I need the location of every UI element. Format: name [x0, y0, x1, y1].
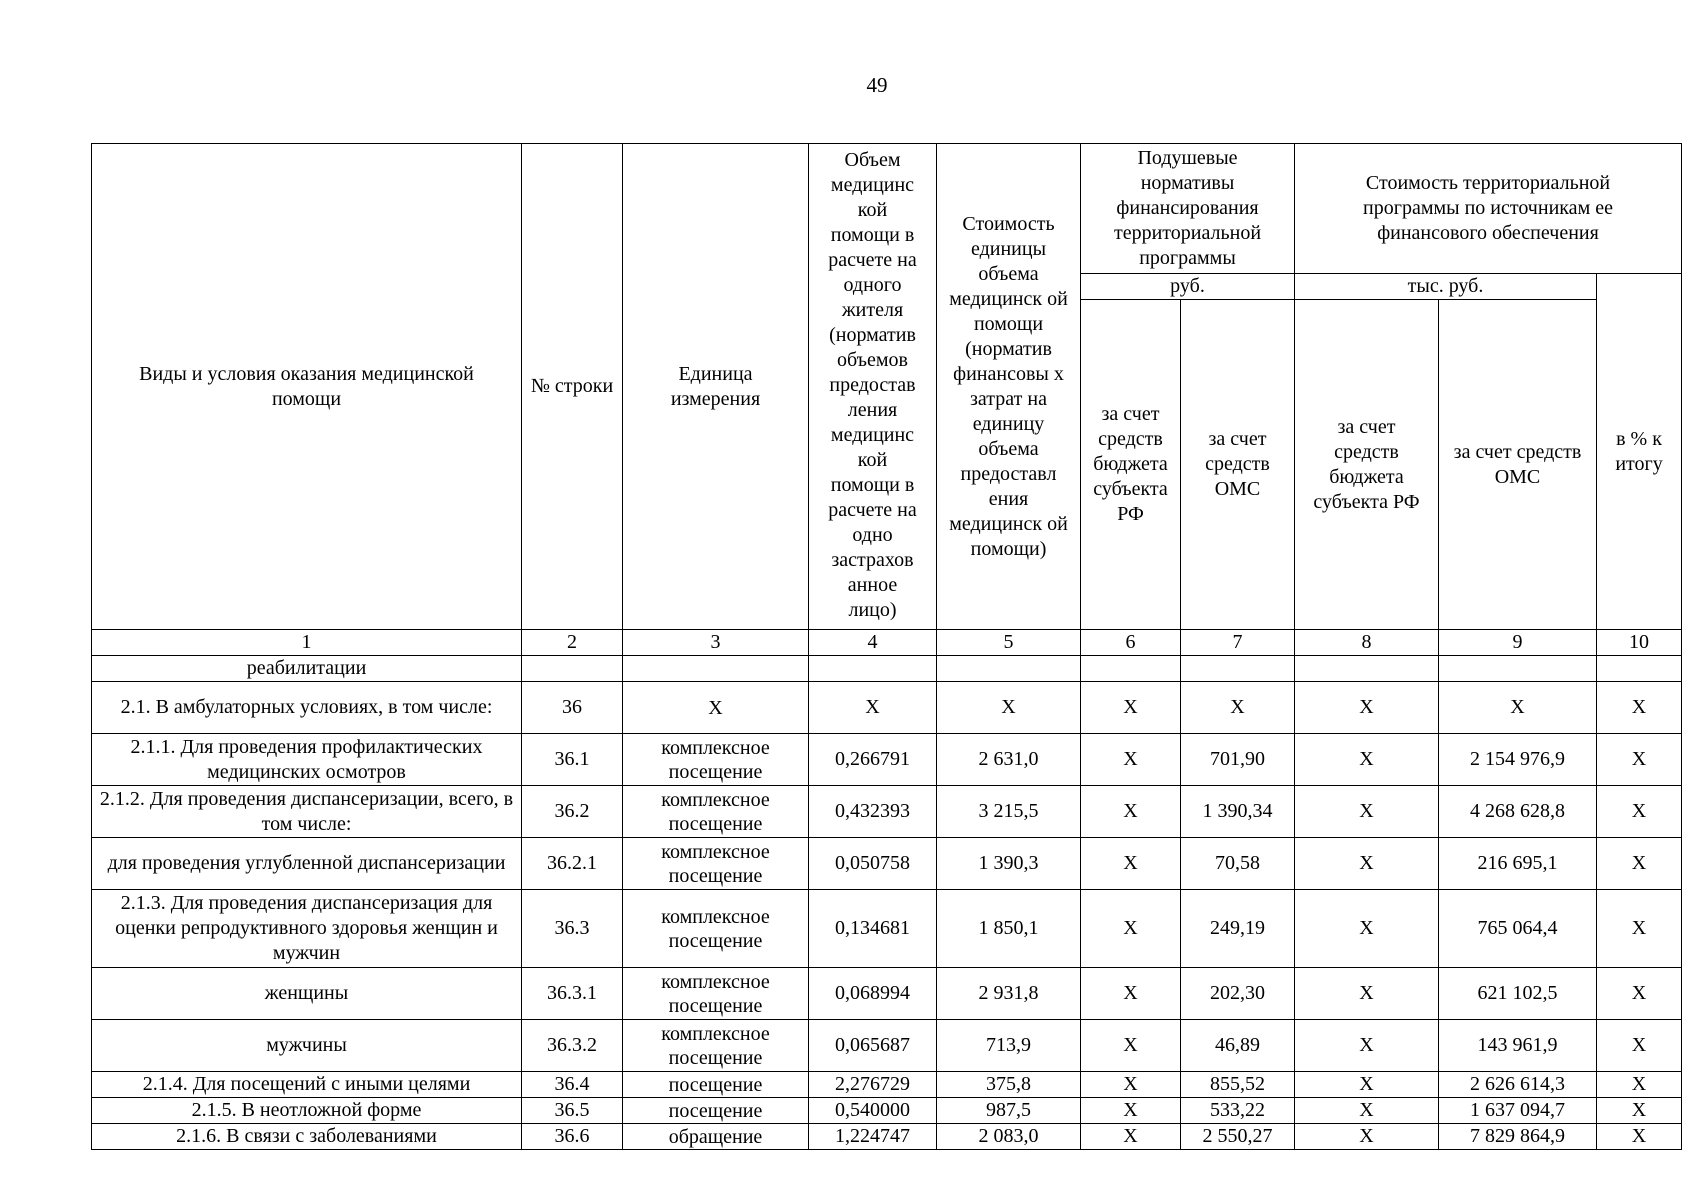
- row-unit: комплексное посещение: [623, 838, 809, 890]
- row-unit-cost: Х: [937, 682, 1081, 734]
- empty-cell: [1081, 656, 1181, 682]
- row-cost-budget: Х: [1295, 1124, 1439, 1150]
- row-percapita-budget: Х: [1081, 1098, 1181, 1124]
- row-percent: Х: [1597, 682, 1682, 734]
- row-percent: Х: [1597, 1072, 1682, 1098]
- row-cost-oms: 7 829 864,9: [1439, 1124, 1597, 1150]
- table-row: [92, 786, 1682, 838]
- row-name: мужчины: [92, 1020, 522, 1072]
- row-volume: 0,050758: [809, 838, 937, 890]
- row-volume: 0,134681: [809, 890, 937, 968]
- row-line-number: 36.1: [522, 734, 623, 786]
- row-percapita-oms: 202,30: [1181, 968, 1295, 1020]
- header-line-number: № строки: [522, 144, 623, 630]
- row-unit-cost: 3 215,5: [937, 786, 1081, 838]
- row-cost-oms: 2 154 976,9: [1439, 734, 1597, 786]
- column-number: 1: [92, 630, 522, 656]
- row-line-number: 36.5: [522, 1098, 623, 1124]
- empty-cell: [1295, 656, 1439, 682]
- table-row: [92, 968, 1682, 1020]
- row-unit-cost: 1 850,1: [937, 890, 1081, 968]
- page-number: 49: [866, 73, 888, 97]
- row-unit: посещение: [623, 1098, 809, 1124]
- row-percent: Х: [1597, 1020, 1682, 1072]
- row-unit-cost: 2 631,0: [937, 734, 1081, 786]
- row-name: женщины: [92, 968, 522, 1020]
- continuation-row: [92, 656, 1682, 682]
- row-percapita-oms: 2 550,27: [1181, 1124, 1295, 1150]
- table-row: [92, 1124, 1682, 1150]
- row-line-number: 36.3.1: [522, 968, 623, 1020]
- row-cost-budget: Х: [1295, 1020, 1439, 1072]
- row-percapita-oms: 1 390,34: [1181, 786, 1295, 838]
- empty-cell: [1181, 656, 1295, 682]
- row-unit-cost: 2 083,0: [937, 1124, 1081, 1150]
- row-cost-oms: 143 961,9: [1439, 1020, 1597, 1072]
- column-number-row: [92, 630, 1682, 656]
- table-row: [92, 1072, 1682, 1098]
- row-percent: Х: [1597, 1098, 1682, 1124]
- continuation-text: реабилитации: [92, 656, 522, 682]
- row-cost-budget: Х: [1295, 968, 1439, 1020]
- row-percapita-budget: Х: [1081, 786, 1181, 838]
- row-volume: 0,266791: [809, 734, 937, 786]
- row-line-number: 36: [522, 682, 623, 734]
- row-unit-cost: 2 931,8: [937, 968, 1081, 1020]
- row-unit-cost: 1 390,3: [937, 838, 1081, 890]
- row-volume: 0,068994: [809, 968, 937, 1020]
- row-name: 2.1. В амбулаторных условиях, в том числе:: [92, 682, 522, 734]
- row-unit-cost: 987,5: [937, 1098, 1081, 1124]
- row-cost-budget: Х: [1295, 734, 1439, 786]
- row-volume: 1,224747: [809, 1124, 937, 1150]
- column-number: 10: [1597, 630, 1682, 656]
- table-row: [92, 1020, 1682, 1072]
- row-volume: 0,432393: [809, 786, 937, 838]
- header-percapita-group: Подушевые нормативы финансирования территориальной программы: [1081, 144, 1295, 274]
- header-unit-thous-rub: тыс. руб.: [1295, 274, 1597, 300]
- row-percapita-budget: Х: [1081, 734, 1181, 786]
- column-number: 5: [937, 630, 1081, 656]
- header-cost-oms: за счет средств ОМС: [1439, 300, 1597, 630]
- row-percapita-budget: Х: [1081, 682, 1181, 734]
- row-volume: 0,540000: [809, 1098, 937, 1124]
- row-line-number: 36.4: [522, 1072, 623, 1098]
- row-name: 2.1.2. Для проведения диспансеризации, всего, в том числе:: [92, 786, 522, 838]
- row-cost-oms: 621 102,5: [1439, 968, 1597, 1020]
- row-cost-oms: 216 695,1: [1439, 838, 1597, 890]
- row-line-number: 36.3.2: [522, 1020, 623, 1072]
- row-name: для проведения углубленной диспансеризации: [92, 838, 522, 890]
- row-volume: Х: [809, 682, 937, 734]
- row-percent: Х: [1597, 968, 1682, 1020]
- row-cost-budget: Х: [1295, 890, 1439, 968]
- header-unit-cost: Стоимость единицы объема медицинск ой помощи (норматив финансовы х затрат на единицу объема предоставл ения медицинск ой помощи): [937, 144, 1081, 630]
- row-cost-oms: 1 637 094,7: [1439, 1098, 1597, 1124]
- row-percapita-oms: 70,58: [1181, 838, 1295, 890]
- column-number: 3: [623, 630, 809, 656]
- header-unit-rub: руб.: [1081, 274, 1295, 300]
- row-percapita-budget: Х: [1081, 838, 1181, 890]
- row-percent: Х: [1597, 786, 1682, 838]
- header-unit: Единица измерения: [623, 144, 809, 630]
- row-unit-cost: 375,8: [937, 1072, 1081, 1098]
- column-number: 6: [1081, 630, 1181, 656]
- row-volume: 0,065687: [809, 1020, 937, 1072]
- header-percapita-oms: за счет средств ОМС: [1181, 300, 1295, 630]
- row-volume: 2,276729: [809, 1072, 937, 1098]
- header-percapita-budget: за счет средств бюджета субъекта РФ: [1081, 300, 1181, 630]
- row-name: 2.1.6. В связи с заболеваниями: [92, 1124, 522, 1150]
- row-name: 2.1.1. Для проведения профилактических медицинских осмотров: [92, 734, 522, 786]
- row-percapita-oms: 533,22: [1181, 1098, 1295, 1124]
- row-name: 2.1.5. В неотложной форме: [92, 1098, 522, 1124]
- table-row: [92, 890, 1682, 968]
- row-unit: комплексное посещение: [623, 890, 809, 968]
- header-percent-total: в % к итогу: [1597, 274, 1682, 630]
- row-percent: Х: [1597, 734, 1682, 786]
- table-row: [92, 682, 1682, 734]
- row-unit: комплексное посещение: [623, 734, 809, 786]
- row-line-number: 36.2: [522, 786, 623, 838]
- financing-table: [91, 143, 1682, 1150]
- row-percent: Х: [1597, 1124, 1682, 1150]
- row-cost-budget: Х: [1295, 786, 1439, 838]
- header-cost-budget: за счет средств бюджета субъекта РФ: [1295, 300, 1439, 630]
- table-row: [92, 1098, 1682, 1124]
- row-cost-budget: Х: [1295, 1072, 1439, 1098]
- header-kinds-conditions: Виды и условия оказания медицинской помощи: [92, 144, 522, 630]
- row-unit: комплексное посещение: [623, 786, 809, 838]
- empty-cell: [809, 656, 937, 682]
- row-percapita-oms: 249,19: [1181, 890, 1295, 968]
- column-number: 9: [1439, 630, 1597, 656]
- row-unit: Х: [623, 682, 809, 734]
- row-cost-budget: Х: [1295, 838, 1439, 890]
- row-unit: посещение: [623, 1072, 809, 1098]
- row-unit: комплексное посещение: [623, 968, 809, 1020]
- column-number: 2: [522, 630, 623, 656]
- row-percapita-budget: Х: [1081, 1020, 1181, 1072]
- row-percapita-budget: Х: [1081, 1072, 1181, 1098]
- row-percent: Х: [1597, 890, 1682, 968]
- row-percapita-budget: Х: [1081, 1124, 1181, 1150]
- empty-cell: [623, 656, 809, 682]
- row-unit: обращение: [623, 1124, 809, 1150]
- row-percapita-oms: 701,90: [1181, 734, 1295, 786]
- row-name: 2.1.4. Для посещений с иными целями: [92, 1072, 522, 1098]
- table-row: [92, 734, 1682, 786]
- empty-cell: [522, 656, 623, 682]
- row-percent: Х: [1597, 838, 1682, 890]
- row-cost-oms: Х: [1439, 682, 1597, 734]
- row-name: 2.1.3. Для проведения диспансеризация для оценки репродуктивного здоровья женщин и мужчин: [92, 890, 522, 968]
- row-percapita-budget: Х: [1081, 890, 1181, 968]
- empty-cell: [1597, 656, 1682, 682]
- row-cost-budget: Х: [1295, 1098, 1439, 1124]
- row-line-number: 36.2.1: [522, 838, 623, 890]
- column-number: 7: [1181, 630, 1295, 656]
- row-percapita-budget: Х: [1081, 968, 1181, 1020]
- row-percapita-oms: 855,52: [1181, 1072, 1295, 1098]
- row-unit-cost: 713,9: [937, 1020, 1081, 1072]
- empty-cell: [937, 656, 1081, 682]
- row-line-number: 36.3: [522, 890, 623, 968]
- row-cost-oms: 2 626 614,3: [1439, 1072, 1597, 1098]
- row-cost-oms: 4 268 628,8: [1439, 786, 1597, 838]
- header-volume: Объем медицинс кой помощи в расчете на одного жителя (норматив объемов предостав ления медицинс кой помощи в расчете на одно застрахов анное лицо): [809, 144, 937, 630]
- row-cost-budget: Х: [1295, 682, 1439, 734]
- table-row: [92, 838, 1682, 890]
- column-number: 4: [809, 630, 937, 656]
- row-percapita-oms: 46,89: [1181, 1020, 1295, 1072]
- empty-cell: [1439, 656, 1597, 682]
- row-line-number: 36.6: [522, 1124, 623, 1150]
- header-cost-group: Стоимость территориальной программы по источникам ее финансового обеспечения: [1295, 144, 1682, 274]
- row-cost-oms: 765 064,4: [1439, 890, 1597, 968]
- column-number: 8: [1295, 630, 1439, 656]
- row-unit: комплексное посещение: [623, 1020, 809, 1072]
- row-percapita-oms: Х: [1181, 682, 1295, 734]
